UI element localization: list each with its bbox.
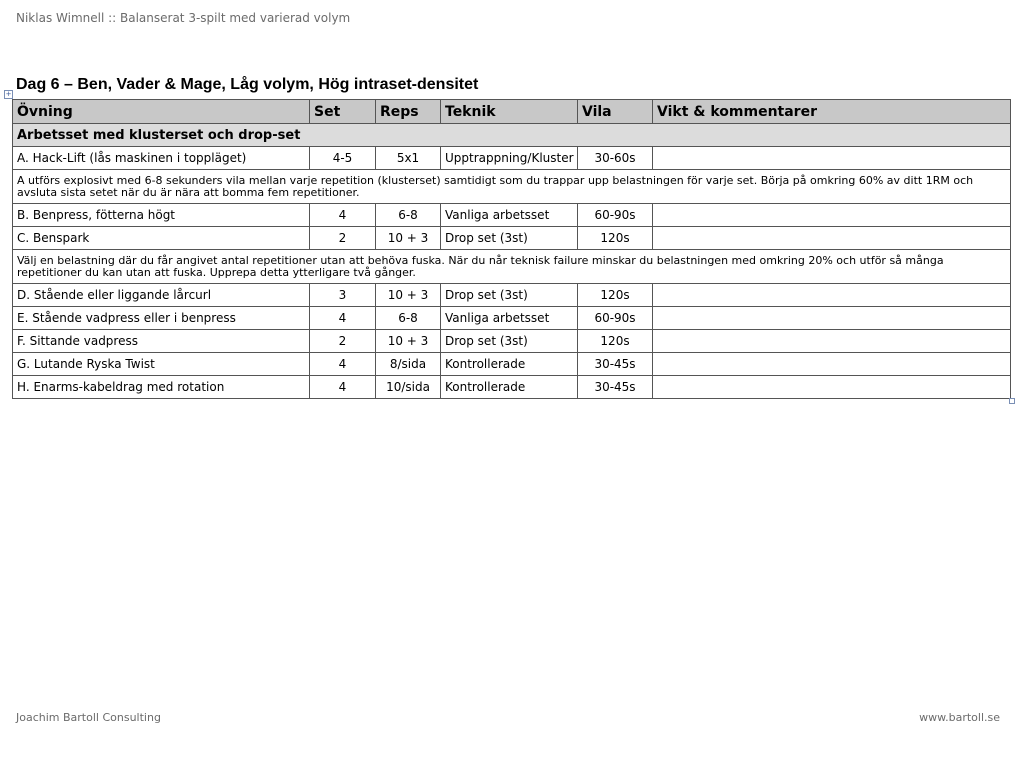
comment-cell[interactable] [653,284,1011,307]
comment-cell[interactable] [653,307,1011,330]
reps-cell[interactable]: 8/sida [376,353,441,376]
comment-cell[interactable] [653,376,1011,399]
note-row [13,170,1011,204]
rest-cell[interactable]: 120s [578,330,653,353]
comment-cell[interactable] [653,330,1011,353]
table-header-row [13,100,1011,124]
section-row [13,124,1011,147]
comment-cell[interactable] [653,204,1011,227]
technique-cell[interactable]: Kontrollerade [441,353,578,376]
exercise-cell[interactable]: A. Hack-Lift (lås maskinen i toppläget) [13,147,310,170]
reps-cell[interactable]: 10 + 3 [376,227,441,250]
technique-cell[interactable]: Vanliga arbetsset [441,307,578,330]
sets-cell[interactable]: 4 [310,204,376,227]
table-row [13,284,1011,307]
sets-cell[interactable]: 4 [310,307,376,330]
sets-cell[interactable]: 4 [310,353,376,376]
exercise-cell[interactable]: B. Benpress, fötterna högt [13,204,310,227]
exercise-cell[interactable]: F. Sittande vadpress [13,330,310,353]
comment-cell[interactable] [653,147,1011,170]
page-title: Dag 6 – Ben, Vader & Mage, Låg volym, Hög intraset-densitet [16,76,479,93]
technique-cell[interactable]: Drop set (3st) [441,284,578,307]
table-row [13,307,1011,330]
sets-cell[interactable]: 3 [310,284,376,307]
table-resize-handle-icon[interactable] [1009,398,1015,404]
exercise-cell[interactable]: C. Benspark [13,227,310,250]
technique-cell[interactable]: Drop set (3st) [441,330,578,353]
comment-cell[interactable] [653,353,1011,376]
reps-cell[interactable]: 10 + 3 [376,284,441,307]
sets-cell[interactable]: 4 [310,376,376,399]
note-cell[interactable]: Välj en belastning där du får angivet antal repetitioner utan att behöva fuska. När du når teknisk failure minskar du belastningen med omkring 20% och utför så många repetitioner du kan utan att fuska. Upprepa detta ytterligare två gånger. [13,250,1011,284]
reps-cell[interactable]: 10 + 3 [376,330,441,353]
rest-cell[interactable]: 60-90s [578,307,653,330]
table-row [13,330,1011,353]
table-row [13,376,1011,399]
technique-cell[interactable]: Kontrollerade [441,376,578,399]
reps-cell[interactable]: 6-8 [376,307,441,330]
rest-cell[interactable]: 30-45s [578,353,653,376]
rest-cell[interactable]: 120s [578,284,653,307]
column-header-reps: Reps [376,100,441,124]
comment-cell[interactable] [653,227,1011,250]
table-row [13,227,1011,250]
column-header-technique: Teknik [441,100,578,124]
rest-cell[interactable]: 30-45s [578,376,653,399]
sets-cell[interactable]: 2 [310,227,376,250]
sets-cell[interactable]: 4-5 [310,147,376,170]
reps-cell[interactable]: 6-8 [376,204,441,227]
rest-cell[interactable]: 120s [578,227,653,250]
section-title: Arbetsset med klusterset och drop-set [13,124,1011,147]
table-row [13,147,1011,170]
document-header: Niklas Wimnell :: Balanserat 3-spilt med varierad volym [16,11,351,25]
reps-cell[interactable]: 5x1 [376,147,441,170]
exercise-cell[interactable]: G. Lutande Ryska Twist [13,353,310,376]
exercise-cell[interactable]: E. Stående vadpress eller i benpress [13,307,310,330]
rest-cell[interactable]: 60-90s [578,204,653,227]
rest-cell[interactable]: 30-60s [578,147,653,170]
column-header-comments: Vikt & kommentarer [653,100,1011,124]
technique-cell[interactable]: Vanliga arbetsset [441,204,578,227]
exercise-cell[interactable]: D. Stående eller liggande lårcurl [13,284,310,307]
exercise-cell[interactable]: H. Enarms-kabeldrag med rotation [13,376,310,399]
table-move-handle-icon[interactable]: + [5,90,12,98]
note-row [13,250,1011,284]
column-header-exercise: Övning [13,100,310,124]
footer-website: www.bartoll.se [919,711,1000,724]
note-cell[interactable]: A utförs explosivt med 6-8 sekunders vila mellan varje repetition (klusterset) samtidigt som du trappar upp belastningen för varje set. Börja på omkring 60% av ditt 1RM och avsluta sista setet när du är nära att bomma fem repetitioner. [13,170,1011,204]
table-row [13,204,1011,227]
column-header-rest: Vila [578,100,653,124]
workout-table [12,99,1011,399]
reps-cell[interactable]: 10/sida [376,376,441,399]
column-header-sets: Set [310,100,376,124]
sets-cell[interactable]: 2 [310,330,376,353]
table-row [13,353,1011,376]
technique-cell[interactable]: Upptrappning/Kluster [441,147,578,170]
technique-cell[interactable]: Drop set (3st) [441,227,578,250]
footer-company: Joachim Bartoll Consulting [16,711,161,724]
